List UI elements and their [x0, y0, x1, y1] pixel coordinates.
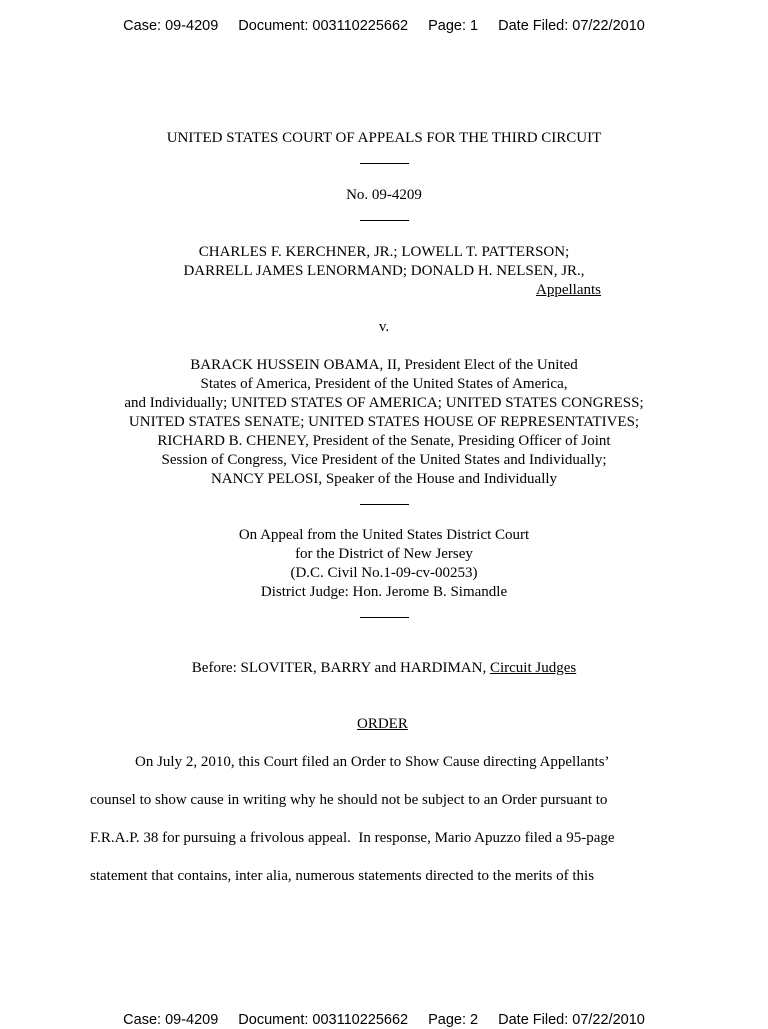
court-title: UNITED STATES COURT OF APPEALS FOR THE THIRD CIRCUIT	[166, 130, 602, 146]
appellees-line: BARACK HUSSEIN OBAMA, II, President Elect of the United	[190, 357, 578, 373]
appellees-line: Session of Congress, Vice President of the United States and Individually;	[161, 452, 607, 468]
appeal-info-line: District Judge: Hon. Jerome B. Simandle	[260, 584, 508, 600]
panel-judges-text: Before: SLOVITER, BARRY and HARDIMAN,	[191, 660, 490, 676]
header-document: Document: 003110225662	[238, 18, 409, 34]
header-document: Document: 003110225662	[238, 1012, 409, 1028]
appellees-line: RICHARD B. CHENEY, President of the Senate, Presiding Officer of Joint	[157, 433, 611, 449]
header-case: Case: 09-4209	[123, 18, 219, 34]
panel-judges-line	[0, 659, 768, 678]
header-page: Page: 1	[428, 18, 479, 34]
header-date-filed: Date Filed: 07/22/2010	[498, 1012, 645, 1028]
appellees-line: UNITED STATES SENATE; UNITED STATES HOUSE OF REPRESENTATIVES;	[128, 414, 640, 430]
appellants-line: CHARLES F. KERCHNER, JR.; LOWELL T. PATTERSON;	[198, 244, 570, 260]
divider-rule	[360, 617, 409, 618]
order-title: ORDER	[357, 716, 408, 732]
appellees-block	[0, 356, 768, 489]
divider-rule	[360, 220, 409, 221]
appellees-line: NANCY PELOSI, Speaker of the House and Individually	[210, 471, 558, 487]
page-header	[0, 17, 768, 35]
circuit-judges-label: Circuit Judges	[489, 660, 577, 676]
appeal-info-line: On Appeal from the United States District Court	[238, 527, 530, 543]
order-body-line: On July 2, 2010, this Court filed an Order to Show Cause directing Appellants’	[135, 754, 610, 770]
case-number: No. 09-4209	[346, 187, 422, 203]
appellees-line: States of America, President of the United States of America,	[200, 376, 568, 392]
appeal-info-line: (D.C. Civil No.1-09-cv-00253)	[290, 565, 478, 581]
order-body-line: F.R.A.P. 38 for pursuing a frivolous appeal. In response, Mario Apuzzo filed a 95-page	[90, 830, 615, 846]
divider-rule	[360, 504, 409, 505]
order-body-line: counsel to show cause in writing why he should not be subject to an Order pursuant to	[90, 792, 608, 808]
header-case: Case: 09-4209	[123, 1012, 219, 1028]
appellees-line: and Individually; UNITED STATES OF AMERICA; UNITED STATES CONGRESS;	[124, 395, 644, 411]
order-body-line: statement that contains, inter alia, numerous statements directed to the merits of this	[90, 868, 595, 884]
appellants-role-label: Appellants	[536, 282, 601, 298]
header-date-filed: Date Filed: 07/22/2010	[498, 18, 645, 34]
divider-rule	[360, 163, 409, 164]
appellants-line: DARRELL JAMES LENORMAND; DONALD H. NELSEN, JR.,	[183, 263, 585, 279]
appellants-block	[0, 243, 768, 281]
appeal-info-line: for the District of New Jersey	[295, 546, 473, 562]
next-page-header	[0, 1011, 768, 1029]
appeal-info-block	[0, 526, 768, 602]
header-page: Page: 2	[428, 1012, 479, 1028]
versus-label: v.	[378, 319, 390, 335]
